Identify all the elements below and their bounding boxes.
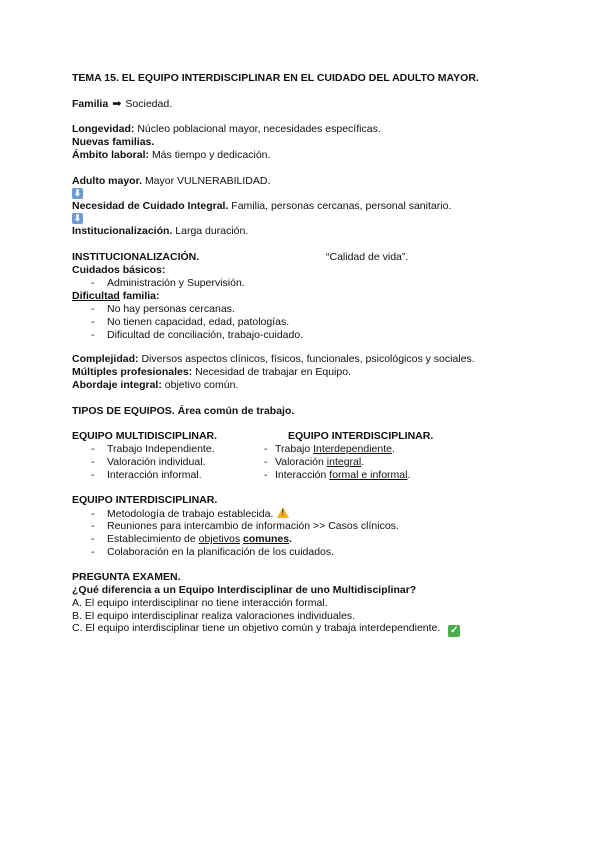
inst-heading: INSTITUCIONALIZACIÓN. [72,251,200,263]
complejidad-line: Complejidad: Diversos aspectos clínicos, físicos, funcionales, psicológicos y sociales. [72,353,475,365]
dificultad-heading: Dificultad familia: [72,290,160,302]
ambito-line: Ámbito laboral: Más tiempo y dedicación. [72,149,271,161]
cuidados-heading: Cuidados básicos: [72,264,166,276]
inter-col-heading: EQUIPO INTERDISCIPLINAR. [288,430,434,442]
multi-heading: EQUIPO MULTIDISCIPLINAR. [72,430,218,442]
inter-heading: EQUIPO INTERDISCIPLINAR. [72,494,218,506]
multiples-line: Múltiples profesionales: Necesidad de trabajar en Equipo. [72,366,351,378]
necesidad-line: Necesidad de Cuidado Integral. Familia, personas cercanas, personal sanitario. [72,200,452,212]
answer-c: C. El equipo interdisciplinar tiene un objetivo común y trabaja interdependiente. ✓ [72,622,459,636]
longevidad-line: Longevidad: Núcleo poblacional mayor, necesidades específicas. [72,123,381,135]
list-item: - Dificultad de conciliación, trabajo-cuidado. [91,329,304,341]
nuevas-familias-line: Nuevas familias. [72,136,155,148]
list-item: - Valoración integral. [264,456,365,468]
list-item: - Interacción formal e informal. [264,469,411,481]
calidad-quote: “Calidad de vida”. [326,251,409,263]
pregunta-heading: PREGUNTA EXAMEN. [72,571,181,583]
right-arrow-icon: ➡ [112,98,122,110]
list-item: - Interacción informal. [91,469,202,481]
familia-line: Familia ➡ Sociedad. [72,98,173,110]
list-item: - No hay personas cercanas. [91,303,235,315]
list-item: - Trabajo Interdependiente. [264,443,395,455]
list-item: - Colaboración en la planificación de los cuidados. [91,546,335,558]
list-item: - Valoración individual. [91,456,206,468]
check-icon: ✓ [450,625,459,636]
adulto-line: Adulto mayor. Mayor VULNERABILIDAD. [72,175,271,187]
list-item: - No tienen capacidad, edad, patologías. [91,316,290,328]
warning-icon [277,507,289,518]
pregunta-question: ¿Qué diferencia a un Equipo Interdisciplinar de uno Multidisciplinar? [72,584,417,596]
list-item: - Metodología de trabajo establecida.! [91,507,289,521]
list-item: - Establecimiento de objetivos comunes. [91,533,293,545]
list-item: - Administración y Supervisión. [91,277,245,289]
answer-a: A. El equipo interdisciplinar no tiene interacción formal. [72,597,328,609]
abordaje-line: Abordaje integral: objetivo común. [72,379,239,391]
list-item: - Trabajo Independiente. [91,443,215,455]
institucionalizacion-line: Institucionalización. Larga duración. [72,225,249,237]
down-arrow-icon: ⬇ [73,188,82,198]
page-title: TEMA 15. EL EQUIPO INTERDISCIPLINAR EN EL CUIDADO DEL ADULTO MAYOR. [72,72,479,84]
answer-b: B. El equipo interdisciplinar realiza valoraciones individuales. [72,610,356,622]
down-arrow-icon: ⬇ [73,213,82,223]
list-item: - Reuniones para intercambio de información >> Casos clínicos. [91,520,399,532]
tipos-heading: TIPOS DE EQUIPOS. Área común de trabajo. [72,405,295,417]
